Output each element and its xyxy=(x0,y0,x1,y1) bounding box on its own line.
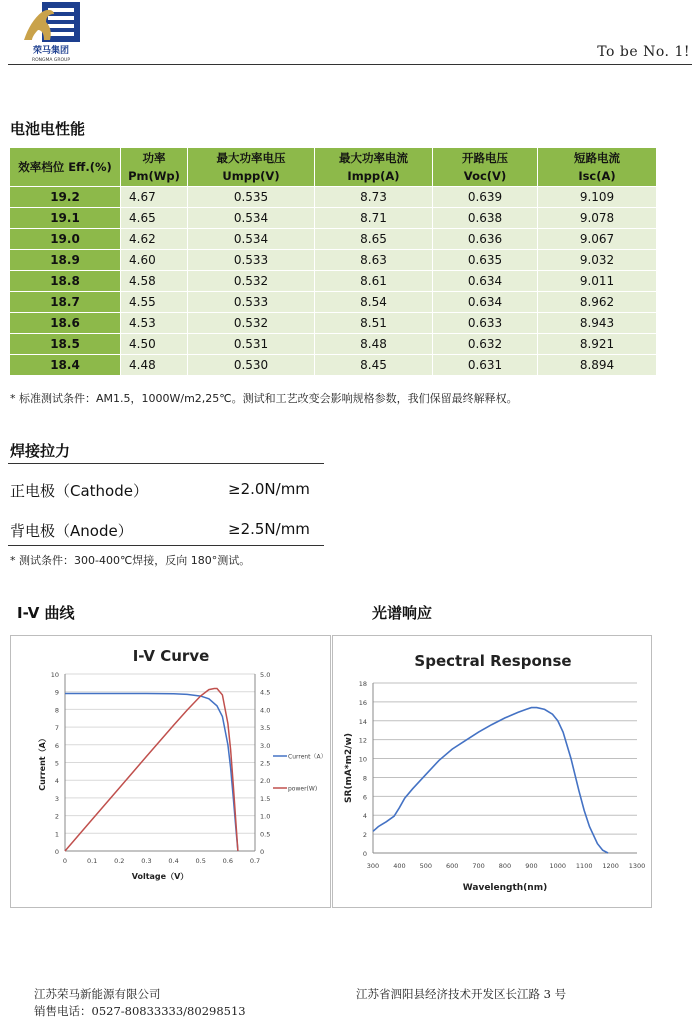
x-axis-label: Voltage（V） xyxy=(131,872,189,881)
weld-divider-top xyxy=(8,463,324,464)
y2-tick-label: 4.5 xyxy=(260,688,271,697)
column-header-voc: 开路电压 Voc(V) xyxy=(433,148,537,186)
table-row: 18.5 4.50 0.531 8.48 0.632 8.921 xyxy=(10,334,656,354)
x-tick-label: 1200 xyxy=(602,862,619,870)
y-tick-label: 0 xyxy=(54,848,59,856)
chart-title: I-V Curve xyxy=(132,647,210,665)
x-tick-label: 1100 xyxy=(575,862,593,870)
x-tick-label: 700 xyxy=(472,862,485,870)
series-line-current xyxy=(65,694,238,852)
iv-chart-panel xyxy=(10,635,331,908)
y-tick-label: 18 xyxy=(358,680,367,688)
y-tick-label: 4 xyxy=(54,777,59,786)
weld-value: ≥2.5N/mm xyxy=(228,520,310,538)
x-tick-label: 900 xyxy=(525,862,538,870)
y-tick-label: 3 xyxy=(54,794,59,803)
column-header-impp: 最大功率电流 Impp(A) xyxy=(315,148,432,186)
y-tick-label: 2 xyxy=(362,831,367,840)
weld-divider-bottom xyxy=(8,545,324,546)
x-tick-label: 0.4 xyxy=(168,857,179,865)
cell-performance-table xyxy=(9,147,657,376)
column-header-isc: 短路电流 Isc(A) xyxy=(538,148,656,186)
column-header-eff: 效率档位 Eff.(%) xyxy=(10,148,120,186)
table-row: 18.9 4.60 0.533 8.63 0.635 9.032 xyxy=(10,250,656,270)
footer-company: 江苏荣马新能源有限公司 xyxy=(34,987,161,1001)
cell-test-note: * 标准测试条件：AM1.5，1000W/m2,25℃。测试和工艺改变会影响规格参数，我们保留最终解释权。 xyxy=(10,392,518,405)
x-tick-label: 0.2 xyxy=(114,857,125,865)
x-axis-label: Wavelength(nm) xyxy=(462,883,548,893)
legend-label: Current（A） xyxy=(288,753,327,761)
table-row: 18.6 4.53 0.532 8.51 0.633 8.943 xyxy=(10,313,656,333)
footer-address: 江苏省泗阳县经济技术开发区长江路 3 号 xyxy=(356,987,567,1001)
y-tick-label: 6 xyxy=(362,793,367,802)
y2-tick-label: 1.0 xyxy=(260,812,271,821)
sr-chart-panel xyxy=(332,635,652,908)
x-tick-label: 800 xyxy=(498,862,512,870)
table-row: 19.2 4.67 0.535 8.73 0.639 9.109 xyxy=(10,187,656,207)
y-axis-label: Current（A） xyxy=(38,734,47,791)
footer-phone: 销售电话：0527-80833333/80298513 xyxy=(34,1004,246,1018)
y-tick-label: 14 xyxy=(358,717,367,726)
series-line-power xyxy=(65,689,238,852)
y2-tick-label: 1.5 xyxy=(260,794,271,803)
x-tick-label: 600 xyxy=(445,862,459,870)
sr-chart xyxy=(333,636,651,907)
y-tick-label: 5 xyxy=(54,759,59,768)
y-tick-label: 4 xyxy=(362,812,367,821)
y-tick-label: 10 xyxy=(358,755,367,764)
x-tick-label: 0.6 xyxy=(222,857,234,865)
weld-label: 正电极（Cathode） xyxy=(10,482,148,500)
table-row: 18.8 4.58 0.532 8.61 0.634 9.011 xyxy=(10,271,656,291)
x-tick-label: 300 xyxy=(366,862,380,870)
chart-title: Spectral Response xyxy=(414,652,572,670)
y-tick-label: 8 xyxy=(362,774,367,783)
weld-value: ≥2.0N/mm xyxy=(228,480,310,498)
x-tick-label: 0.7 xyxy=(249,857,261,865)
iv-section-title: I-V 曲线 xyxy=(17,604,75,622)
table-header-row xyxy=(10,148,656,186)
y-tick-label: 9 xyxy=(54,688,59,697)
column-header-umpp: 最大功率电压 Umpp(V) xyxy=(188,148,314,186)
iv-chart xyxy=(11,636,330,907)
y2-tick-label: 2.5 xyxy=(260,759,271,768)
company-logo xyxy=(20,0,82,64)
x-tick-label: 0.5 xyxy=(195,857,206,865)
y-tick-label: 2 xyxy=(54,812,59,821)
x-tick-label: 0.3 xyxy=(141,857,152,865)
y-axis-label: SR(mA*m2/w) xyxy=(344,733,354,803)
series-line-sr xyxy=(373,708,608,853)
x-tick-label: 400 xyxy=(393,862,406,870)
table-row: 18.7 4.55 0.533 8.54 0.634 8.962 xyxy=(10,292,656,312)
y-tick-label: 12 xyxy=(358,736,367,745)
y-tick-label: 10 xyxy=(50,671,59,679)
weld-section-title: 焊接拉力 xyxy=(10,442,71,460)
table-row: 19.0 4.62 0.534 8.65 0.636 9.067 xyxy=(10,229,656,249)
y-tick-label: 1 xyxy=(54,830,59,839)
x-tick-label: 1000 xyxy=(549,862,567,870)
y-tick-label: 8 xyxy=(54,706,59,715)
y-tick-label: 7 xyxy=(54,724,59,733)
table-row: 19.1 4.65 0.534 8.71 0.638 9.078 xyxy=(10,208,656,228)
logo-text: 荣马集团 xyxy=(32,46,70,56)
header-divider xyxy=(8,64,692,65)
x-tick-label: 0 xyxy=(62,857,68,865)
y-tick-label: 16 xyxy=(358,698,367,707)
y2-tick-label: 3.5 xyxy=(260,724,271,733)
table-row: 18.4 4.48 0.530 8.45 0.631 8.894 xyxy=(10,355,656,375)
y-tick-label: 0 xyxy=(362,850,367,858)
cell-section-title: 电池电性能 xyxy=(10,120,86,138)
y2-tick-label: 2.0 xyxy=(260,777,271,786)
weld-test-note: * 测试条件：300-400℃焊接，反向 180°测试。 xyxy=(10,554,251,567)
legend-label: power(W) xyxy=(288,785,318,793)
x-tick-label: 500 xyxy=(419,862,433,870)
weld-row-anode xyxy=(10,520,320,541)
y2-tick-label: 0.5 xyxy=(260,830,271,839)
x-tick-label: 0.1 xyxy=(86,857,98,865)
weld-row-cathode xyxy=(10,480,320,501)
y2-tick-label: 5.0 xyxy=(260,671,271,679)
y-tick-label: 6 xyxy=(54,741,59,750)
logo-subtext: RONGMA GROUP xyxy=(31,58,71,63)
y2-tick-label: 4.0 xyxy=(260,706,271,715)
weld-label: 背电极（Anode） xyxy=(10,522,133,540)
sr-section-title: 光谱响应 xyxy=(372,604,433,622)
y2-tick-label: 3.0 xyxy=(260,741,271,750)
y2-tick-label: 0 xyxy=(260,848,265,856)
slogan: To be No. 1! xyxy=(597,44,690,60)
x-tick-label: 1300 xyxy=(628,862,646,870)
column-header-pm: 功率 Pm(Wp) xyxy=(121,148,187,186)
